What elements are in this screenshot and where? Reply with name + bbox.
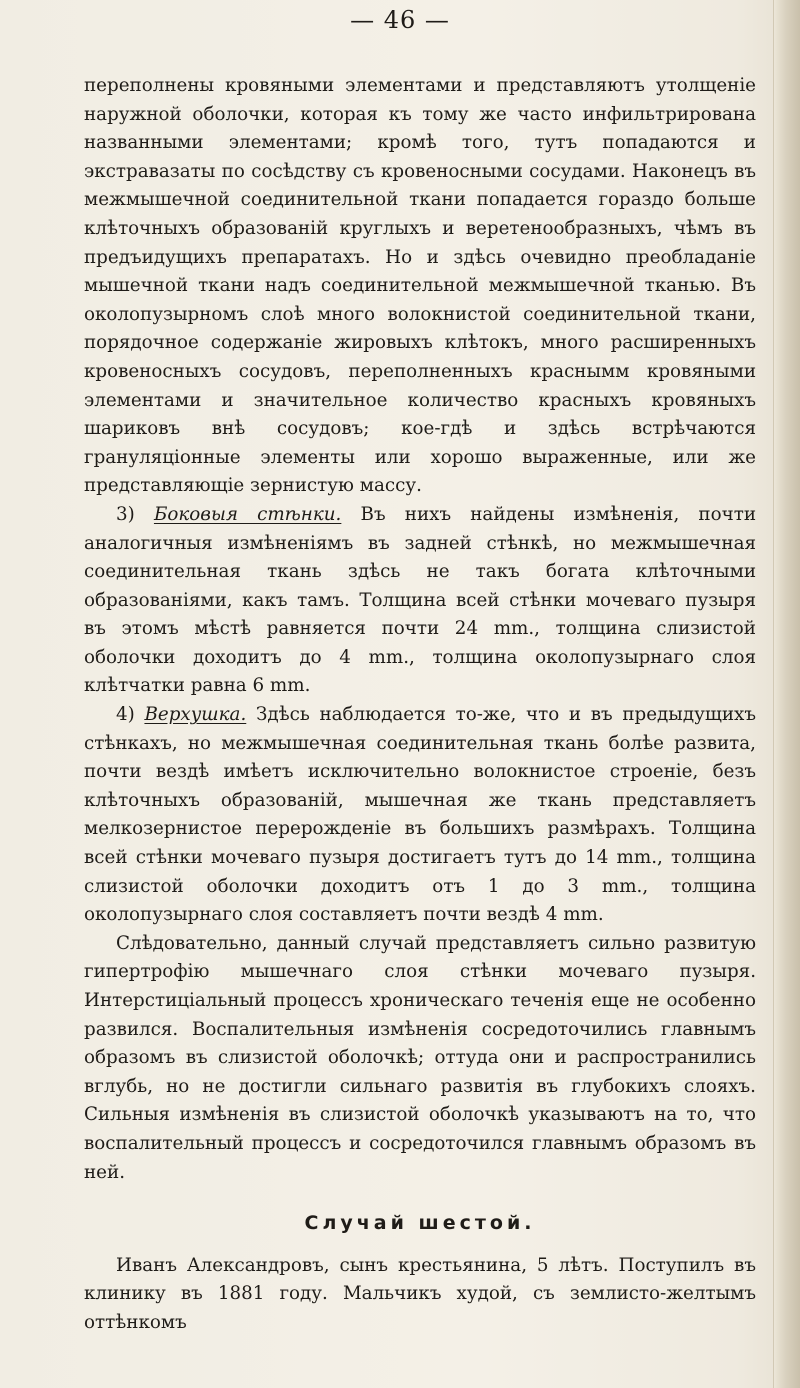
page-number: — 46 — [350, 6, 450, 34]
paragraph-body: Здѣсь наблюдается то-же, что и въ предыдущихъ стѣнкахъ, но межмышечная соединительная ткань болѣе развита, почти вездѣ имѣетъ исключительно волокнистое строеніе, безъ клѣточныхъ образованій, мышечная же ткань представляетъ мелкозернистое перерожденіе въ большихъ размѣрахъ. Толщина всей стѣнки мочеваго пузыря достигаетъ тутъ до 14 mm., толщина слизистой оболочки доходитъ отъ 1 до 3 mm., толщина околопузырнаго слоя составляетъ почти вездѣ 4 mm. [84, 704, 756, 926]
paragraph-continuation: переполнены кровяными элементами и представляютъ утолщеніе наружной оболочки, которая къ тому же часто инфильтрирована названными элементами; кромѣ того, тутъ попадаются и экстравазаты по сосѣдству съ кровеносными сосудами. Наконецъ въ межмышечной соединительной ткани попадается гораздо больше клѣточныхъ образованій круглыхъ и веретенообразныхъ, чѣмъ въ предъидущихъ препаратахъ. Но и здѣсь очевидно преобладаніе мышечной ткани надъ соединительной межмышечной тканью. Въ околопузырномъ слоѣ много волокнистой соединительной ткани, порядочное содержаніе жировыхъ клѣтокъ, много расширенныхъ кровеносныхъ сосудовъ, переполненныхъ краснымм кровяными элементами и значительное количество красныхъ кровяныхъ шариковъ внѣ сосудовъ; кое-гдѣ и здѣсь встрѣчаются грануляціонные элементы или хорошо выраженные, или же представляющіе зернистую массу. [84, 75, 756, 497]
paragraph-side-walls [84, 501, 756, 701]
section-title-side-walls: Боковыя стѣнки. [153, 503, 342, 525]
item-number: 3) [116, 503, 135, 525]
paragraph-case-six: Иванъ Александровъ, сынъ крестьянина, 5 лѣтъ. Поступилъ въ клинику въ 1881 году. Мальчикъ худой, съ землисто-желтымъ оттѣнкомъ [84, 1254, 756, 1333]
paragraph-apex [84, 701, 756, 930]
paragraph-conclusion: Слѣдовательно, данный случай представляетъ сильно развитую гипертрофію мышечнаго слоя стѣнки мочеваго пузыря. Интерстиціальный процессъ хроническаго теченія еще не особенно развился. Воспалительныя измѣненія сосредоточились главнымъ образомъ въ слизистой оболочкѣ; оттуда они и распространились вглубь, но не достигли сильнаго развитія въ глубокихъ слояхъ. Сильныя измѣненія въ слизистой оболочкѣ указываютъ на то, что воспалительный процессъ и сосредоточился главнымъ образомъ въ ней. [84, 932, 756, 1183]
body-text [84, 72, 756, 1338]
page-edge-shadow [773, 0, 800, 1388]
case-heading: Случай шестой. [304, 1212, 536, 1235]
item-number: 4) [116, 704, 135, 726]
section-title-apex: Верхушка. [144, 704, 247, 726]
paragraph-body: Въ нихъ найдены измѣненія, почти аналогичныя измѣненіямъ въ задней стѣнкѣ, но межмышечная соединительная ткань здѣсь не такъ богата клѣточными образованіями, какъ тамъ. Толщина всей стѣнки мочеваго пузыря въ этомъ мѣстѣ равняется почти 24 mm., толщина слизистой оболочки доходитъ до 4 mm., толщина околопузырнаго слоя клѣтчатки равна 6 mm. [84, 503, 757, 697]
